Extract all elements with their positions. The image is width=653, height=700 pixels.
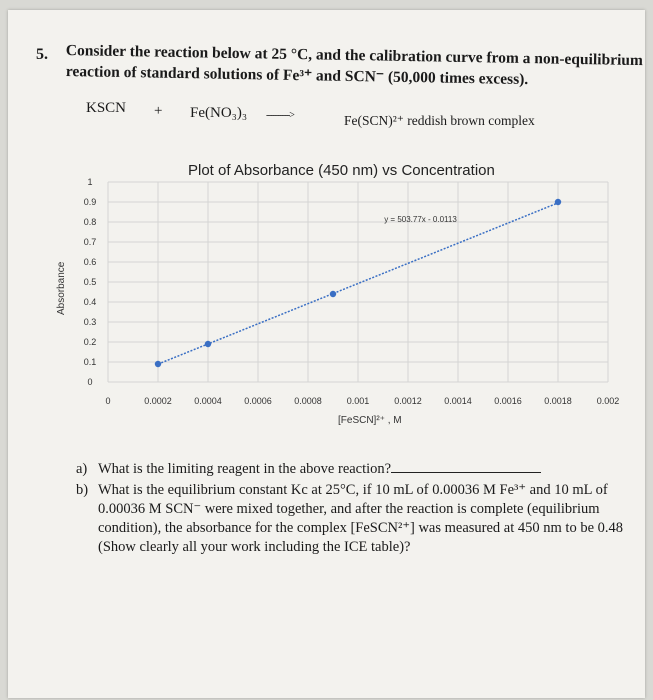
- x-tick-label: 0: [105, 396, 111, 406]
- part-a-text: What is the limiting reagent in the above reaction?: [98, 461, 392, 477]
- worksheet-page: [8, 10, 645, 698]
- reactant-iron-nitrate: Fe(NO₃)₃: [190, 105, 248, 121]
- y-tick-label: 0.4: [83, 297, 97, 307]
- question-number: 5.: [36, 46, 48, 63]
- x-tick-label: 0.0014: [444, 396, 472, 406]
- x-tick-label: 0.0006: [244, 396, 272, 406]
- plus-sign: +: [154, 103, 163, 119]
- x-tick-label: 0.0002: [144, 396, 172, 406]
- y-tick-label: 1: [87, 177, 93, 187]
- data-point: [155, 361, 161, 367]
- data-point: [555, 199, 561, 205]
- part-b: [76, 481, 646, 557]
- calibration-chart: [8, 10, 645, 450]
- chart-title: Plot of Absorbance (450 nm) vs Concentration: [188, 162, 495, 179]
- part-b-text: What is the equilibrium constant Kc at 25°C, if 10 mL of 0.00036 M Fe³⁺ and 10 mL of 0.00036 M SCN⁻ were mixed together, and after the reaction is complete (equilibrium condition), the absorbance for the complex [FeSCN²⁺] was measured at 450 nm to be 0.48 (Show clearly all your work including the ICE table)?: [98, 482, 624, 555]
- answer-blank[interactable]: [391, 460, 541, 473]
- question-text-line-1: Consider the reaction below at 25 °C, and the calibration curve from a non-equilibrium: [65, 42, 644, 70]
- reaction-product: Fe(SCN)²⁺ reddish brown complex: [344, 113, 535, 128]
- y-tick-label: 0.5: [83, 277, 97, 287]
- x-tick-label: 0.0004: [194, 396, 222, 406]
- part-b-label: b): [76, 482, 89, 498]
- y-tick-label: 0.7: [83, 237, 97, 247]
- x-tick-label: 0.0018: [544, 396, 572, 406]
- x-tick-label: 0.0016: [494, 396, 522, 406]
- data-point: [205, 341, 211, 347]
- question-text-line-2: reaction of standard solutions of Fe³⁺ and SCN⁻ (50,000 times excess).: [65, 62, 529, 89]
- y-tick-label: 0.6: [83, 257, 97, 267]
- y-tick-label: 0.1: [83, 357, 97, 367]
- data-point: [330, 291, 336, 297]
- y-tick-label: 0.9: [83, 197, 97, 207]
- y-tick-label: 0.2: [83, 337, 97, 347]
- reactant-kscn: KSCN: [86, 100, 127, 116]
- x-tick-label: 0.0012: [394, 396, 422, 406]
- sub-questions: [76, 460, 646, 559]
- reaction-arrow: ---------->: [266, 110, 294, 121]
- x-axis-label: [FeSCN]²⁺ , M: [338, 415, 402, 426]
- y-axis-label: Absorbance: [56, 261, 67, 315]
- trendline-equation: y = 503.77x - 0.0113: [384, 215, 457, 224]
- part-a: [76, 460, 646, 479]
- part-a-label: a): [76, 461, 88, 477]
- x-tick-label: 0.001: [346, 396, 370, 406]
- y-tick-label: 0.8: [83, 217, 97, 227]
- y-tick-label: 0: [87, 377, 93, 387]
- x-tick-label: 0.002: [596, 396, 620, 406]
- y-tick-label: 0.3: [83, 317, 97, 327]
- x-tick-label: 0.0008: [294, 396, 322, 406]
